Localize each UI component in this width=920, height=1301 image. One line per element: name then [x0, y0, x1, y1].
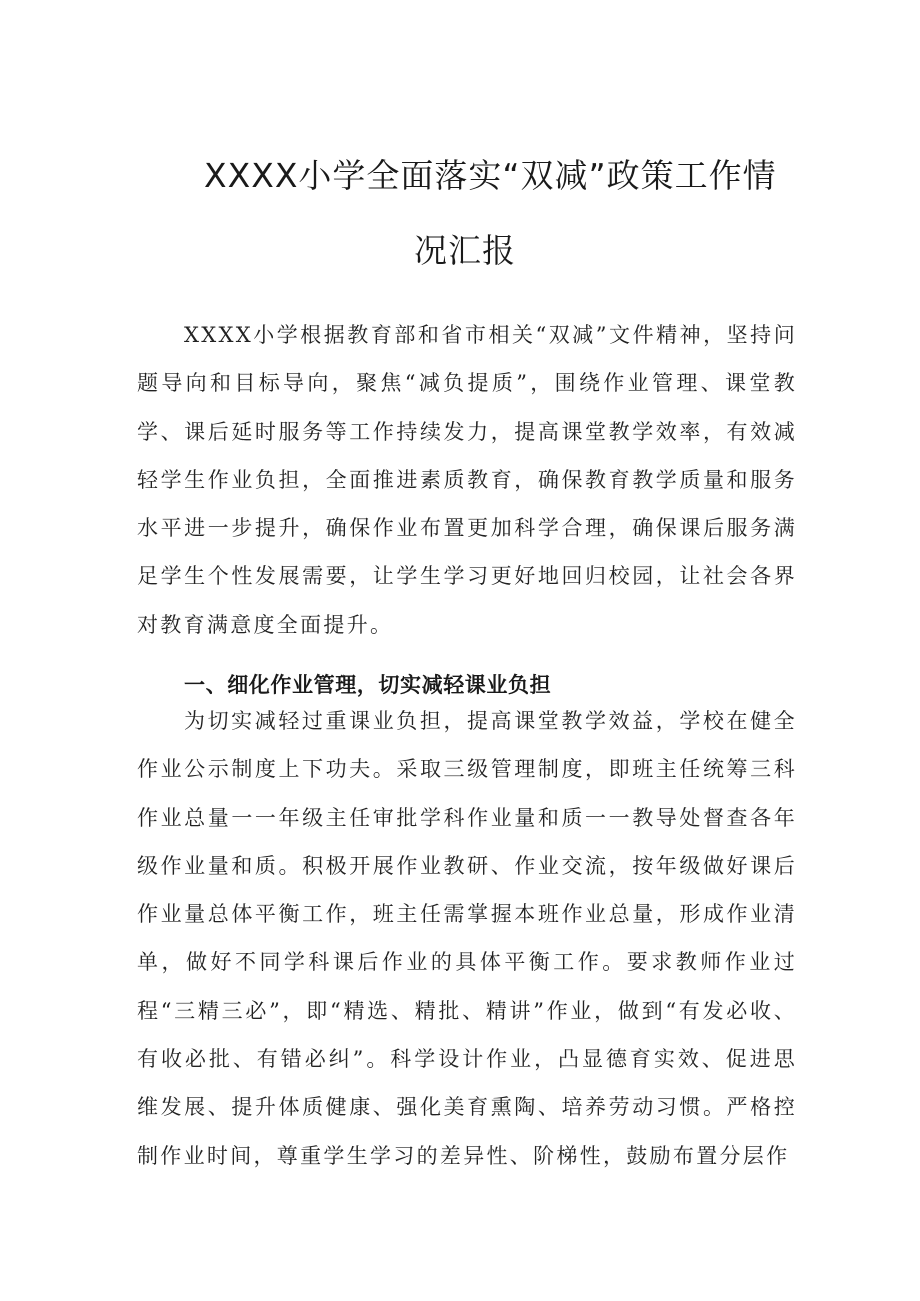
section-1-heading: 一、细化作业管理，切实减轻课业负担 — [184, 673, 552, 698]
section-1-paragraph: 为切实减轻过重课业负担，提高课堂教学效益，学校在健全作业公示制度上下功夫。采取三级管理制度，即班主任统筹三科作业总量一一年级主任审批学科作业量和质一一教导处督查各年级作业量和质。积极开展作业教研、作业交流，按年级做好课后作业量总体平衡工作，班主任需掌握本班作业总量，形成作业清单，做好不同学科课后作业的具体平衡工作。要求教师作业过程“三精三必”，即“精选、精批、精讲”作业，做到“有发必收、有收必批、有错必纠”。科学设计作业，凸显德育实效、促进思维发展、提升体质健康、强化美育熏陶、培养劳动习惯。严格控制作业时间，尊重学生学习的差异性、阶梯性，鼓励布置分层作 — [137, 709, 797, 1168]
document-title-line-2: 况汇报 — [414, 231, 516, 271]
document-title-line-1: XXXX小学全面落实“双减”政策工作情 — [204, 156, 777, 196]
intro-paragraph: XXXX小学根据教育部和省市相关“双减”文件精神，坚持问题导向和目标导向，聚焦“减负提质”，围绕作业管理、课堂教学、课后延时服务等工作持续发力，提高课堂教学效率，有效减轻学生作业负担，全面推进素质教育，确保教育教学质量和服务水平进一步提升，确保作业布置更加科学合理，确保课后服务满足学生个性发展需要，让学生学习更好地回归校园，让社会各界对教育满意度全面提升。 — [137, 323, 797, 637]
